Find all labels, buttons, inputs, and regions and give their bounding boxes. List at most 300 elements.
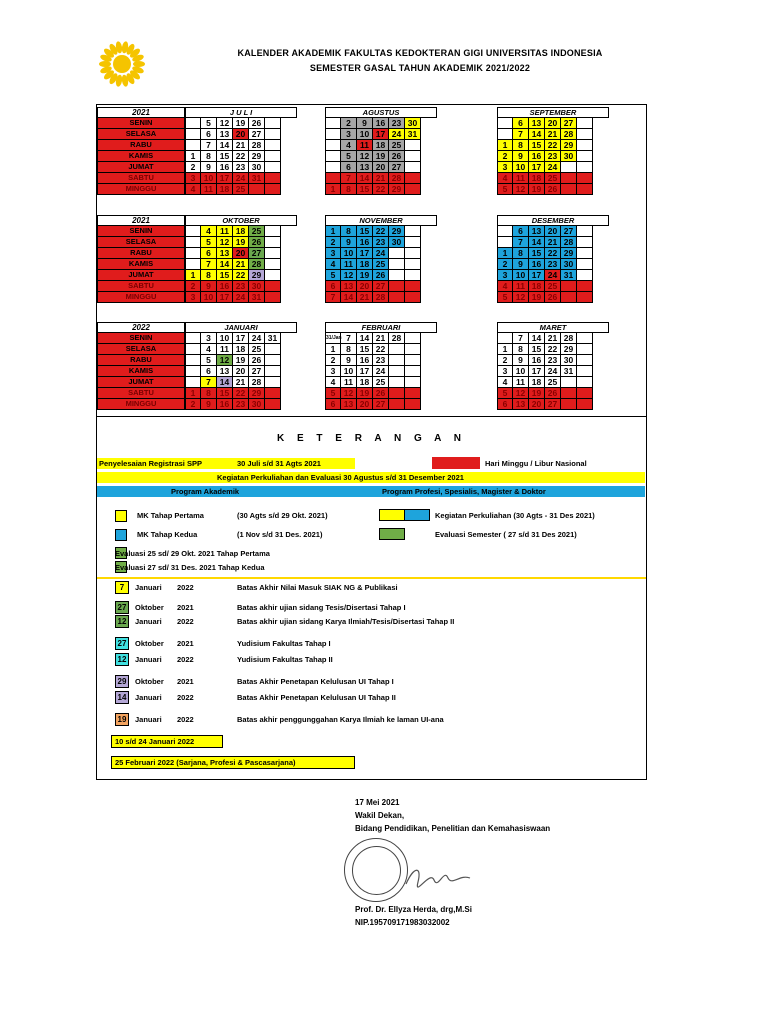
date-cell: 26 [249,355,265,366]
date-cell: 28 [389,333,405,344]
date-cell: 20 [545,118,561,129]
date-cell: 30 [249,281,265,292]
spp-label: Penyelesaian Registrasi SPP [99,459,202,468]
block-year: 2021 [97,107,185,118]
date-cell: 17 [529,270,545,281]
date-cell: 25 [389,140,405,151]
date-cell: 26 [249,237,265,248]
week-row [325,184,437,195]
date-cell: 30 [249,399,265,410]
date-cell: 29 [249,151,265,162]
day-label: RABU [97,248,185,259]
date-cell [265,151,281,162]
event-year: 2022 [177,693,194,702]
date-cell [389,366,405,377]
week-row [497,388,609,399]
date-cell [265,344,281,355]
date-cell: 9 [341,355,357,366]
date-cell: 19 [373,151,389,162]
date-cell: 26 [389,151,405,162]
date-cell [389,388,405,399]
week-row [497,173,609,184]
date-cell [405,140,421,151]
date-cell [577,281,593,292]
month-grid [497,215,609,303]
date-cell: 19 [233,355,249,366]
day-label: JUMAT [97,270,185,281]
date-cell: 11 [341,377,357,388]
date-cell: 30 [561,151,577,162]
date-cell [265,184,281,195]
date-cell: 15 [529,248,545,259]
date-cell: 26 [545,184,561,195]
kegiatan-prof-swatch-yellow [379,509,405,521]
date-cell: 5 [201,118,217,129]
week-row [185,173,297,184]
date-cell: 24 [545,162,561,173]
week-row [497,333,609,344]
date-cell: 11 [357,140,373,151]
date-cell: 13 [341,399,357,410]
signatory-name: Prof. Dr. Ellyza Herda, drg,M.Si [355,905,472,914]
date-cell: 11 [341,259,357,270]
date-cell: 18 [529,281,545,292]
date-cell [405,226,421,237]
date-cell [265,366,281,377]
date-cell: 18 [529,377,545,388]
date-cell: 30 [405,118,421,129]
event-month: Januari [135,715,162,724]
date-cell [577,129,593,140]
kegiatan-bar-label: Kegiatan Perkuliahan dan Evaluasi 30 Agustus s/d 31 Desember 2021 [217,473,464,482]
date-cell [405,388,421,399]
date-cell: 16 [357,355,373,366]
date-cell: 14 [217,140,233,151]
date-cell [577,270,593,281]
week-row [497,248,609,259]
date-cell: 24 [545,270,561,281]
date-cell: 18 [529,173,545,184]
date-cell: 14 [529,129,545,140]
date-cell: 10 [513,270,529,281]
event-desc: Batas akhir ujian sidang Tesis/Disertasi Tahap I [237,603,406,612]
day-label: SENIN [97,226,185,237]
date-cell: 16 [217,281,233,292]
date-cell: 12 [217,355,233,366]
date-cell [405,399,421,410]
date-cell: 15 [529,344,545,355]
faculty-stamp [344,838,408,902]
date-cell: 30 [389,237,405,248]
date-cell: 18 [233,344,249,355]
date-cell: 8 [341,184,357,195]
event-month: Oktober [135,603,164,612]
day-label: SENIN [97,333,185,344]
date-cell [405,355,421,366]
week-row [325,292,437,303]
date-cell: 22 [373,184,389,195]
date-cell: 3 [201,333,217,344]
week-row [185,270,297,281]
date-cell: 8 [341,226,357,237]
date-cell: 29 [249,388,265,399]
date-cell: 3 [497,162,513,173]
date-cell [389,248,405,259]
bar1-label: 10 s/d 24 Januari 2022 [115,737,195,746]
date-cell: 27 [561,118,577,129]
date-cell: 19 [357,388,373,399]
week-row [497,377,609,388]
date-cell: 26 [373,270,389,281]
event-year: 2022 [177,583,194,592]
date-cell: 10 [217,333,233,344]
date-cell: 21 [233,259,249,270]
date-cell: 10 [201,173,217,184]
date-cell: 5 [201,355,217,366]
date-cell: 11 [201,184,217,195]
date-cell: 9 [201,399,217,410]
date-cell: 28 [561,129,577,140]
week-row [325,118,437,129]
date-cell: 25 [373,259,389,270]
day-label-column [97,107,185,195]
date-cell: 31/Jan [325,333,341,344]
week-row [185,140,297,151]
date-cell [185,140,201,151]
date-cell: 31 [265,333,281,344]
date-cell: 21 [545,237,561,248]
date-cell: 31 [249,292,265,303]
date-cell: 23 [233,162,249,173]
date-cell: 8 [341,344,357,355]
mk1-date: (30 Agts s/d 29 Okt. 2021) [237,511,328,520]
event-day-badge: 7 [115,581,129,594]
date-cell [185,344,201,355]
week-row [497,344,609,355]
spp-date: 30 Juli s/d 31 Agts 2021 [237,459,321,468]
date-cell [185,259,201,270]
date-cell: 22 [233,388,249,399]
date-cell [265,237,281,248]
date-cell: 11 [513,377,529,388]
date-cell: 16 [357,237,373,248]
date-cell [577,151,593,162]
date-cell: 1 [497,344,513,355]
date-cell [389,292,405,303]
date-cell: 5 [325,270,341,281]
date-cell: 3 [341,129,357,140]
keterangan-title: K E T E R A N G A N [276,433,467,444]
date-cell [561,399,577,410]
week-row [325,259,437,270]
date-cell: 1 [325,226,341,237]
month-grid [185,215,297,303]
date-cell [325,173,341,184]
date-cell: 29 [389,226,405,237]
date-cell [185,333,201,344]
month-grid [325,215,437,303]
month-grid [497,322,609,410]
date-cell: 19 [529,184,545,195]
month-grid [185,107,297,195]
date-cell: 31 [405,129,421,140]
handwritten-signature [404,862,474,892]
date-cell: 22 [233,151,249,162]
date-cell [497,237,513,248]
date-cell: 17 [373,129,389,140]
date-cell: 16 [217,399,233,410]
date-cell: 12 [217,237,233,248]
date-cell [389,344,405,355]
date-cell: 9 [513,259,529,270]
date-cell: 27 [249,366,265,377]
date-cell [405,366,421,377]
month-grid [325,107,437,195]
date-cell [389,281,405,292]
day-label: SELASA [97,344,185,355]
mk2-label: MK Tahap Kedua [137,530,198,539]
date-cell: 17 [529,366,545,377]
date-cell: 9 [513,355,529,366]
date-cell: 14 [529,237,545,248]
date-cell: 14 [357,333,373,344]
date-cell: 25 [545,173,561,184]
date-cell: 29 [561,248,577,259]
signatory [355,903,472,929]
week-row [185,366,297,377]
day-label: KAMIS [97,151,185,162]
date-cell: 1 [325,184,341,195]
date-cell: 5 [497,388,513,399]
date-cell: 11 [217,226,233,237]
date-cell [577,377,593,388]
date-cell: 10 [341,248,357,259]
date-cell [577,248,593,259]
date-cell: 25 [249,226,265,237]
date-cell: 5 [341,151,357,162]
date-cell: 6 [325,399,341,410]
date-cell: 11 [217,344,233,355]
date-cell: 27 [373,281,389,292]
program-akademik-label: Program Akademik [171,487,240,496]
event-desc: Batas Akhir Penetapan Kelulusan UI Tahap II [237,693,396,702]
date-cell: 18 [217,184,233,195]
date-cell: 24 [373,366,389,377]
day-label: MINGGU [97,399,185,410]
date-cell [405,270,421,281]
date-cell: 17 [529,162,545,173]
signature-role2: Bidang Pendidikan, Penelitian dan Kemahasiswaan [355,824,551,833]
week-row [185,118,297,129]
date-cell [577,292,593,303]
date-cell [389,399,405,410]
date-cell [265,259,281,270]
date-cell: 31 [561,270,577,281]
date-cell: 5 [497,184,513,195]
day-label: SELASA [97,237,185,248]
date-cell: 12 [341,270,357,281]
date-cell: 23 [545,151,561,162]
date-cell [389,259,405,270]
date-cell: 24 [249,333,265,344]
event-year: 2022 [177,617,194,626]
event-day-badge: 19 [115,713,129,726]
date-cell: 28 [249,377,265,388]
date-cell [497,333,513,344]
date-cell: 18 [373,140,389,151]
date-cell [577,333,593,344]
date-cell [265,248,281,259]
week-row [325,173,437,184]
date-cell: 16 [217,162,233,173]
date-cell [265,399,281,410]
day-label: JUMAT [97,377,185,388]
date-cell: 15 [217,151,233,162]
date-cell [497,118,513,129]
date-cell: 25 [545,377,561,388]
day-label-column [97,322,185,410]
month-name: OKTOBER [185,215,297,226]
week-row [325,355,437,366]
kegiatan-prof-label: Kegiatan Perkuliahan (30 Agts - 31 Des 2021) [435,511,595,520]
date-cell [405,377,421,388]
date-cell: 7 [513,237,529,248]
date-cell [265,173,281,184]
date-cell [561,173,577,184]
date-cell [405,151,421,162]
date-cell [405,184,421,195]
day-label: KAMIS [97,259,185,270]
date-cell: 19 [529,388,545,399]
date-cell: 21 [233,140,249,151]
date-cell: 20 [373,162,389,173]
mk1-swatch [115,510,127,522]
date-cell [405,281,421,292]
date-cell: 23 [545,259,561,270]
date-cell [185,248,201,259]
week-row [497,129,609,140]
day-label: SELASA [97,129,185,140]
date-cell [185,237,201,248]
date-cell: 27 [561,226,577,237]
date-cell [561,377,577,388]
date-cell: 9 [513,151,529,162]
week-row [497,118,609,129]
date-cell: 16 [373,118,389,129]
event-day-badge: 12 [115,615,129,628]
date-cell: 15 [357,344,373,355]
date-cell: 22 [373,344,389,355]
mk1-label: MK Tahap Pertama [137,511,204,520]
date-cell: 20 [233,129,249,140]
date-cell [577,259,593,270]
week-row [185,333,297,344]
date-cell: 28 [389,173,405,184]
week-row [325,388,437,399]
event-desc: Batas akhir ujian sidang Karya Ilmiah/Tesis/Disertasi Tahap II [237,617,455,626]
month-name: AGUSTUS [325,107,437,118]
date-cell: 18 [357,377,373,388]
holiday-swatch [432,457,480,469]
date-cell [185,118,201,129]
event-month: Januari [135,693,162,702]
date-cell: 2 [185,399,201,410]
date-cell: 1 [185,388,201,399]
date-cell [577,366,593,377]
date-cell: 1 [185,270,201,281]
date-cell: 26 [249,118,265,129]
logo-ray [99,61,111,67]
date-cell: 1 [497,140,513,151]
date-cell: 1 [497,248,513,259]
date-cell: 27 [389,162,405,173]
date-cell [265,377,281,388]
date-cell: 5 [497,292,513,303]
date-cell [265,388,281,399]
date-cell [389,270,405,281]
date-cell [265,140,281,151]
date-cell: 7 [513,333,529,344]
date-cell: 25 [373,377,389,388]
date-cell [561,281,577,292]
date-cell: 23 [389,118,405,129]
date-cell [577,118,593,129]
event-month: Oktober [135,677,164,686]
date-cell: 13 [513,399,529,410]
week-row [325,344,437,355]
date-cell: 15 [217,388,233,399]
date-cell [577,388,593,399]
date-cell [405,237,421,248]
date-cell: 9 [201,162,217,173]
date-cell [325,151,341,162]
date-cell: 13 [217,366,233,377]
date-cell [265,281,281,292]
week-row [497,140,609,151]
block-year: 2021 [97,215,185,226]
calendar-frame [96,104,647,780]
week-row [497,292,609,303]
date-cell: 17 [217,292,233,303]
date-cell: 24 [233,173,249,184]
date-cell: 12 [357,151,373,162]
date-cell [265,118,281,129]
week-row [185,355,297,366]
date-cell: 14 [357,173,373,184]
block-year: 2022 [97,322,185,333]
date-cell: 30 [249,162,265,173]
section-divider [97,416,646,417]
date-cell: 9 [201,281,217,292]
month-grid [185,322,297,410]
date-cell: 8 [201,270,217,281]
event-year: 2021 [177,603,194,612]
date-cell: 18 [357,259,373,270]
date-cell: 14 [529,333,545,344]
date-cell: 22 [373,226,389,237]
date-cell: 26 [373,388,389,399]
event-desc: Batas Akhir Nilai Masuk SIAK NG & Publikasi [237,583,398,592]
week-row [185,399,297,410]
event-desc: Yudisium Fakultas Tahap II [237,655,333,664]
date-cell: 19 [357,270,373,281]
date-cell: 17 [357,248,373,259]
week-row [185,184,297,195]
month-grid [497,107,609,195]
bar2-label: 25 Februari 2022 (Sarjana, Profesi & Pascasarjana) [115,758,296,767]
week-row [185,292,297,303]
date-cell: 12 [217,118,233,129]
